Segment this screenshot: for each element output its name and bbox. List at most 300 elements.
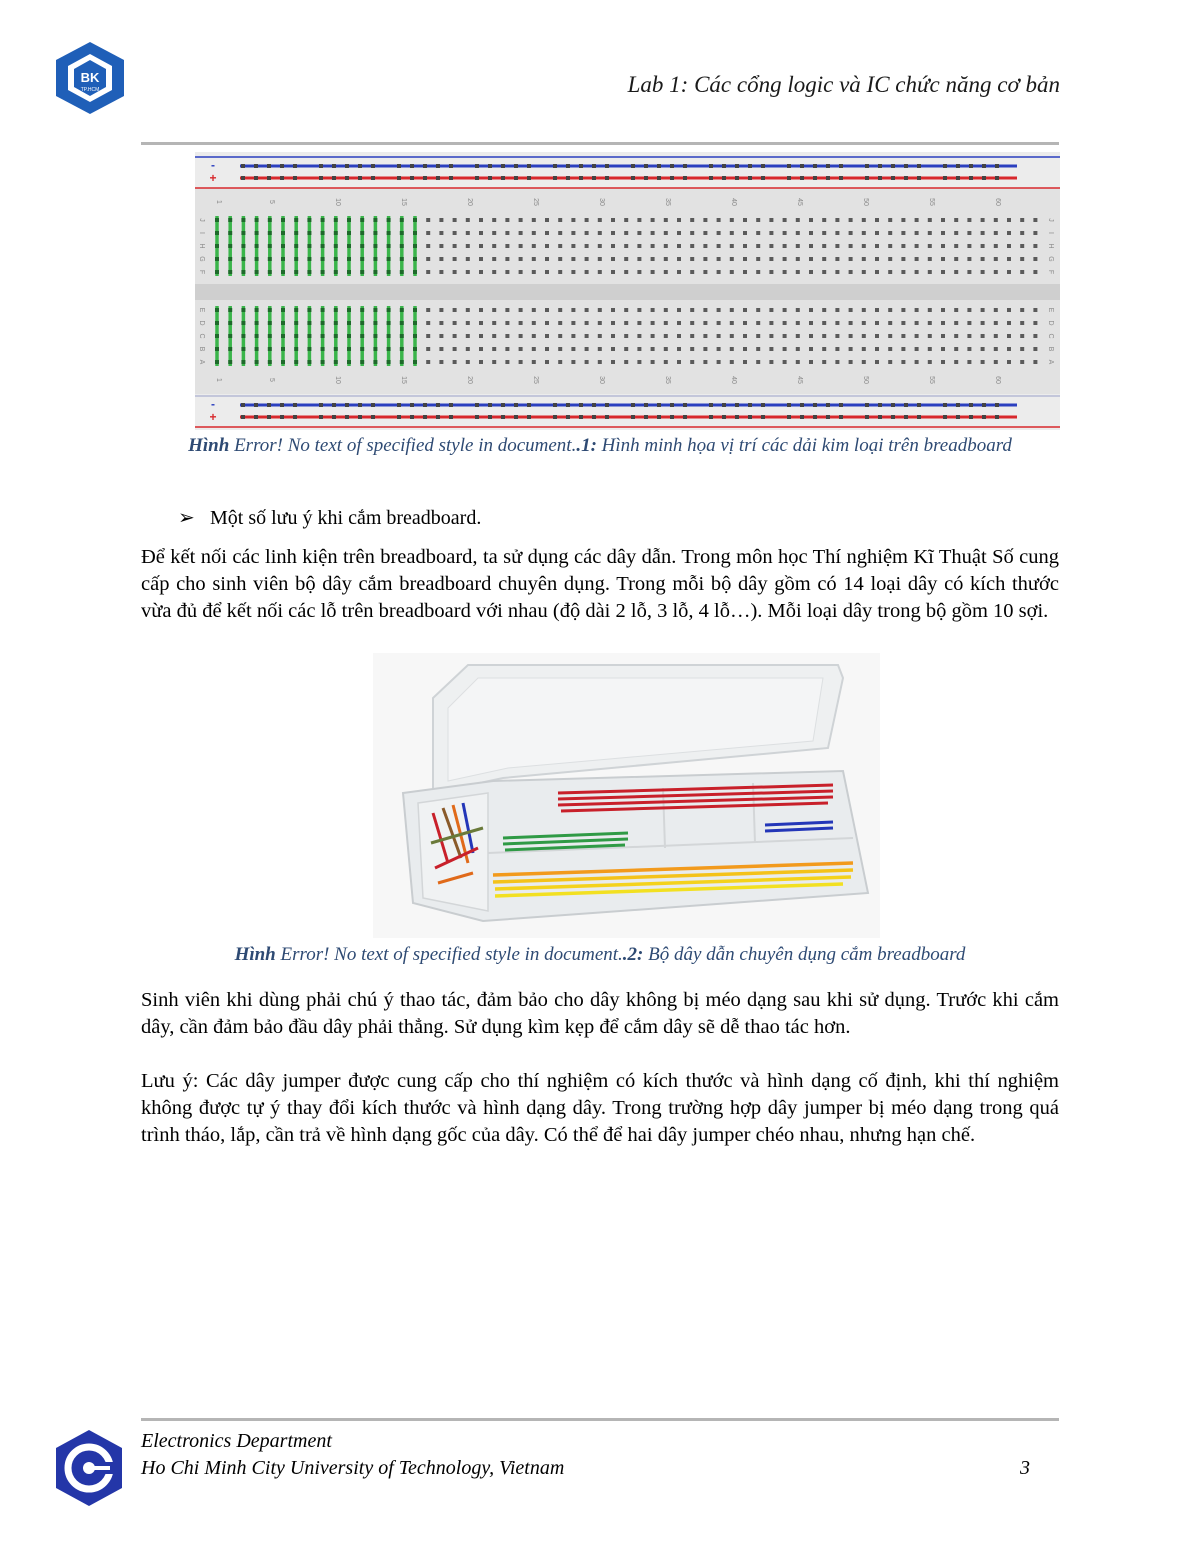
grid-hole	[849, 321, 853, 325]
grid-hole	[928, 321, 932, 325]
grid-hole	[915, 257, 919, 261]
rail-symbol: -	[211, 397, 215, 411]
rail-hole	[592, 415, 596, 419]
row-letter: D	[1047, 320, 1054, 326]
rail-hole	[293, 164, 297, 168]
grid-hole	[492, 360, 496, 364]
grid-hole	[703, 321, 707, 325]
grid-hole	[677, 218, 681, 222]
grid-hole	[822, 270, 826, 274]
rail-hole	[410, 415, 414, 419]
grid-hole	[334, 347, 338, 351]
grid-hole	[888, 321, 892, 325]
grid-hole	[558, 308, 562, 312]
grid-hole	[875, 308, 879, 312]
grid-hole	[439, 270, 443, 274]
rail-hole	[644, 403, 648, 407]
grid-hole	[215, 270, 219, 274]
bullet-item	[178, 505, 481, 530]
grid-hole	[268, 270, 272, 274]
grid-hole	[426, 218, 430, 222]
grid-hole	[400, 218, 404, 222]
grid-hole	[756, 244, 760, 248]
grid-hole	[360, 231, 364, 235]
rail-hole	[995, 176, 999, 180]
grid-hole	[915, 270, 919, 274]
column-number-bottom: 10	[333, 376, 341, 384]
grid-hole	[717, 218, 721, 222]
grid-hole	[690, 360, 694, 364]
grid-hole	[532, 231, 536, 235]
grid-hole	[862, 218, 866, 222]
grid-hole	[426, 257, 430, 261]
rail-hole	[501, 164, 505, 168]
grid-hole	[849, 360, 853, 364]
grid-hole	[492, 218, 496, 222]
grid-hole	[967, 244, 971, 248]
row-letter: C	[198, 333, 205, 339]
grid-hole	[796, 334, 800, 338]
grid-hole	[690, 308, 694, 312]
grid-hole	[967, 308, 971, 312]
grid-hole	[413, 334, 417, 338]
grid-hole	[228, 231, 232, 235]
rail-hole	[995, 164, 999, 168]
bk-logo-subtext: TP.HCM	[80, 87, 100, 93]
grid-hole	[783, 360, 787, 364]
grid-hole	[796, 308, 800, 312]
grid-hole	[255, 347, 259, 351]
grid-hole	[215, 231, 219, 235]
rail-hole	[345, 403, 349, 407]
grid-hole	[611, 257, 615, 261]
grid-hole	[426, 270, 430, 274]
rail-hole	[982, 164, 986, 168]
grid-hole	[954, 360, 958, 364]
grid-hole	[228, 347, 232, 351]
grid-hole	[664, 257, 668, 261]
grid-hole	[796, 360, 800, 364]
grid-hole	[492, 321, 496, 325]
grid-hole	[373, 360, 377, 364]
grid-hole	[426, 360, 430, 364]
grid-hole	[1007, 218, 1011, 222]
row-letter: H	[198, 243, 205, 249]
grid-hole	[598, 244, 602, 248]
rail-hole	[709, 403, 713, 407]
grid-hole	[862, 257, 866, 261]
grid-hole	[281, 270, 285, 274]
column-number-bottom: 35	[663, 376, 671, 384]
grid-hole	[255, 334, 259, 338]
grid-hole	[888, 308, 892, 312]
grid-hole	[505, 308, 509, 312]
grid-hole	[545, 257, 549, 261]
rail-hole	[917, 403, 921, 407]
grid-hole	[360, 334, 364, 338]
grid-hole	[241, 360, 245, 364]
grid-hole	[294, 321, 298, 325]
grid-hole	[769, 347, 773, 351]
grid-hole	[426, 308, 430, 312]
grid-hole	[717, 257, 721, 261]
grid-hole	[941, 244, 945, 248]
grid-hole	[835, 334, 839, 338]
grid-hole	[651, 334, 655, 338]
grid-hole	[743, 308, 747, 312]
rail-hole	[488, 164, 492, 168]
grid-hole	[835, 321, 839, 325]
grid-hole	[822, 360, 826, 364]
grid-hole	[835, 231, 839, 235]
grid-hole	[783, 270, 787, 274]
grid-hole	[453, 334, 457, 338]
grid-hole	[241, 231, 245, 235]
rail-hole	[865, 164, 869, 168]
grid-hole	[624, 334, 628, 338]
grid-hole	[413, 321, 417, 325]
grid-hole	[954, 218, 958, 222]
grid-hole	[769, 321, 773, 325]
grid-hole	[387, 257, 391, 261]
row-letter: I	[1047, 232, 1054, 234]
grid-hole	[690, 244, 694, 248]
rail-hole	[605, 176, 609, 180]
grid-hole	[862, 334, 866, 338]
rail-hole	[826, 415, 830, 419]
grid-hole	[967, 257, 971, 261]
grid-hole	[717, 347, 721, 351]
grid-hole	[941, 218, 945, 222]
column-number-top: 55	[927, 198, 935, 206]
grid-hole	[241, 218, 245, 222]
rail-hole	[631, 415, 635, 419]
grid-hole	[954, 231, 958, 235]
grid-hole	[835, 270, 839, 274]
grid-hole	[334, 270, 338, 274]
grid-hole	[426, 244, 430, 248]
rail-hole	[241, 415, 245, 419]
grid-hole	[400, 244, 404, 248]
rail-hole	[267, 176, 271, 180]
grid-hole	[558, 334, 562, 338]
rail-hole	[943, 415, 947, 419]
grid-hole	[426, 231, 430, 235]
grid-hole	[585, 308, 589, 312]
figure2-caption-number: .2:	[622, 944, 644, 965]
grid-hole	[598, 231, 602, 235]
rail-hole	[527, 164, 531, 168]
grid-hole	[875, 231, 879, 235]
rail-hole	[267, 164, 271, 168]
rail-hole	[475, 176, 479, 180]
rail-hole	[566, 415, 570, 419]
grid-hole	[651, 270, 655, 274]
grid-hole	[941, 270, 945, 274]
grid-hole	[796, 347, 800, 351]
grid-hole	[294, 334, 298, 338]
grid-hole	[994, 334, 998, 338]
grid-hole	[651, 360, 655, 364]
grid-hole	[268, 244, 272, 248]
row-letter: F	[1047, 269, 1054, 275]
grid-hole	[783, 308, 787, 312]
grid-hole	[730, 244, 734, 248]
rail-hole	[332, 164, 336, 168]
grid-hole	[400, 334, 404, 338]
grid-hole	[347, 347, 351, 351]
grid-hole	[294, 347, 298, 351]
rail-hole	[488, 176, 492, 180]
grid-hole	[743, 244, 747, 248]
grid-hole	[360, 360, 364, 364]
grid-hole	[281, 308, 285, 312]
rail-hole	[878, 164, 882, 168]
grid-hole	[888, 231, 892, 235]
grid-hole	[307, 321, 311, 325]
grid-hole	[571, 218, 575, 222]
row-letter: E	[198, 307, 205, 313]
grid-hole	[862, 347, 866, 351]
bullet-arrow-icon: ➢	[178, 507, 195, 529]
grid-hole	[255, 257, 259, 261]
grid-hole	[281, 218, 285, 222]
rail-hole	[735, 415, 739, 419]
rail-hole	[371, 415, 375, 419]
grid-hole	[901, 360, 905, 364]
row-letter: B	[1047, 346, 1054, 352]
grid-hole	[241, 347, 245, 351]
rail-hole	[423, 415, 427, 419]
grid-hole	[796, 218, 800, 222]
grid-hole	[849, 231, 853, 235]
grid-hole	[268, 360, 272, 364]
grid-hole	[453, 257, 457, 261]
grid-hole	[505, 347, 509, 351]
grid-hole	[783, 347, 787, 351]
grid-hole	[690, 270, 694, 274]
grid-hole	[849, 257, 853, 261]
rail-hole	[280, 403, 284, 407]
grid-hole	[624, 321, 628, 325]
grid-hole	[796, 244, 800, 248]
grid-hole	[321, 257, 325, 261]
rail-hole	[475, 164, 479, 168]
rail-hole	[293, 415, 297, 419]
grid-hole	[347, 257, 351, 261]
grid-hole	[1033, 308, 1037, 312]
grid-hole	[1033, 270, 1037, 274]
grid-hole	[400, 231, 404, 235]
grid-hole	[519, 347, 523, 351]
grid-hole	[532, 334, 536, 338]
rail-hole	[319, 164, 323, 168]
rail-hole	[319, 176, 323, 180]
grid-hole	[849, 347, 853, 351]
grid-hole	[585, 218, 589, 222]
grid-hole	[532, 270, 536, 274]
grid-hole	[611, 308, 615, 312]
rail-hole	[644, 164, 648, 168]
rail-hole	[605, 164, 609, 168]
grid-hole	[664, 334, 668, 338]
grid-hole	[453, 218, 457, 222]
grid-hole	[228, 244, 232, 248]
grid-hole	[268, 218, 272, 222]
grid-hole	[466, 257, 470, 261]
grid-hole	[466, 360, 470, 364]
grid-hole	[598, 334, 602, 338]
rail-hole	[241, 403, 245, 407]
grid-hole	[1007, 244, 1011, 248]
grid-hole	[453, 270, 457, 274]
grid-hole	[360, 347, 364, 351]
grid-hole	[994, 347, 998, 351]
grid-hole	[783, 244, 787, 248]
row-letter: C	[1047, 333, 1054, 339]
grid-hole	[822, 231, 826, 235]
grid-hole	[558, 218, 562, 222]
grid-hole	[466, 321, 470, 325]
grid-hole	[624, 308, 628, 312]
grid-hole	[347, 231, 351, 235]
paragraph-3: Lưu ý: Các dây jumper được cung cấp cho thí nghiệm có kích thước và hình dạng cố định, khi thí nghiệm không được tự ý thay đổi kích thước và hình dạng dây. Trong trường hợp dây jumper bị méo dạng trong quá trình tháo, lắp, cần trả về hình dạng gốc của dây. Có thể để hai dây jumper chéo nhau, nhưng hạn chế.	[141, 1070, 1059, 1146]
rail-hole	[449, 403, 453, 407]
grid-hole	[637, 231, 641, 235]
center-channel	[195, 284, 1060, 300]
grid-hole	[215, 244, 219, 248]
grid-hole	[994, 308, 998, 312]
grid-hole	[835, 218, 839, 222]
grid-hole	[730, 321, 734, 325]
grid-hole	[466, 244, 470, 248]
grid-hole	[492, 231, 496, 235]
grid-hole	[637, 270, 641, 274]
grid-hole	[664, 347, 668, 351]
grid-hole	[413, 218, 417, 222]
rail-hole	[683, 164, 687, 168]
grid-hole	[360, 257, 364, 261]
grid-hole	[928, 360, 932, 364]
grid-hole	[558, 360, 562, 364]
grid-hole	[703, 231, 707, 235]
grid-hole	[453, 231, 457, 235]
grid-hole	[703, 308, 707, 312]
grid-hole	[862, 231, 866, 235]
grid-hole	[967, 321, 971, 325]
grid-hole	[769, 231, 773, 235]
rail-hole	[397, 415, 401, 419]
footer-university: Ho Chi Minh City University of Technology, Vietnam	[141, 1457, 565, 1479]
grid-hole	[915, 334, 919, 338]
grid-hole	[479, 360, 483, 364]
rail-hole	[735, 403, 739, 407]
grid-hole	[677, 347, 681, 351]
grid-hole	[637, 218, 641, 222]
grid-hole	[1033, 218, 1037, 222]
grid-hole	[479, 308, 483, 312]
grid-hole	[321, 270, 325, 274]
grid-hole	[571, 321, 575, 325]
grid-hole	[241, 244, 245, 248]
grid-hole	[492, 257, 496, 261]
grid-hole	[598, 270, 602, 274]
rail-hole	[956, 176, 960, 180]
grid-hole	[255, 244, 259, 248]
grid-hole	[783, 218, 787, 222]
rail-hole	[527, 176, 531, 180]
row-letter: G	[198, 256, 205, 262]
grid-hole	[439, 347, 443, 351]
grid-hole	[783, 321, 787, 325]
grid-hole	[571, 347, 575, 351]
rail-hole	[995, 403, 999, 407]
grid-hole	[717, 231, 721, 235]
rail-hole	[904, 164, 908, 168]
figure2-caption	[141, 941, 1059, 968]
grid-hole	[321, 231, 325, 235]
grid-hole	[822, 347, 826, 351]
grid-hole	[347, 218, 351, 222]
grid-hole	[901, 321, 905, 325]
grid-hole	[519, 270, 523, 274]
grid-hole	[809, 218, 813, 222]
rail-hole	[397, 403, 401, 407]
grid-hole	[347, 308, 351, 312]
grid-hole	[453, 321, 457, 325]
grid-hole	[373, 244, 377, 248]
grid-hole	[307, 334, 311, 338]
grid-hole	[677, 231, 681, 235]
figure1-caption	[141, 432, 1059, 459]
column-number-bottom: 25	[531, 376, 539, 384]
rail-hole	[371, 403, 375, 407]
grid-hole	[809, 257, 813, 261]
grid-hole	[334, 360, 338, 364]
grid-hole	[954, 321, 958, 325]
grid-hole	[981, 308, 985, 312]
grid-hole	[215, 321, 219, 325]
grid-hole	[624, 347, 628, 351]
grid-hole	[387, 347, 391, 351]
grid-hole	[730, 347, 734, 351]
grid-hole	[479, 270, 483, 274]
grid-hole	[532, 321, 536, 325]
grid-hole	[571, 231, 575, 235]
rail-hole	[956, 164, 960, 168]
rail-hole	[436, 164, 440, 168]
grid-hole	[545, 218, 549, 222]
grid-hole	[532, 218, 536, 222]
rail-hole	[605, 415, 609, 419]
rail-hole	[826, 176, 830, 180]
grid-hole	[532, 244, 536, 248]
rail-hole	[969, 176, 973, 180]
grid-hole	[466, 231, 470, 235]
grid-hole	[967, 231, 971, 235]
grid-hole	[677, 334, 681, 338]
grid-hole	[558, 270, 562, 274]
grid-hole	[466, 347, 470, 351]
grid-hole	[571, 308, 575, 312]
rail-hole	[566, 164, 570, 168]
grid-hole	[466, 270, 470, 274]
grid-hole	[849, 308, 853, 312]
grid-hole	[373, 231, 377, 235]
grid-hole	[637, 308, 641, 312]
grid-hole	[717, 334, 721, 338]
grid-hole	[255, 308, 259, 312]
